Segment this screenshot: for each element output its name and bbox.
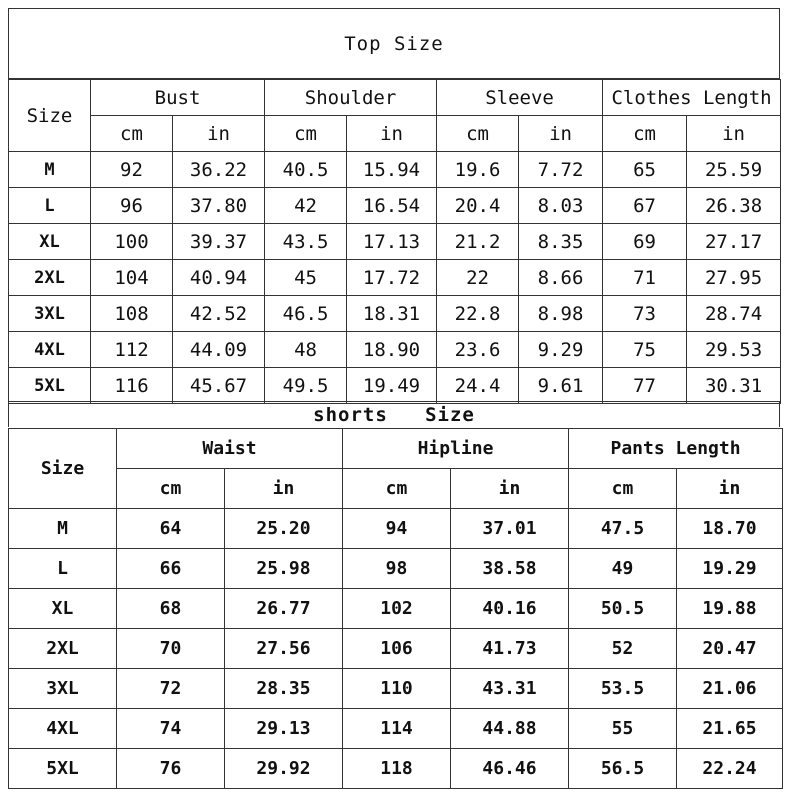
top-size-label: M [9,152,91,188]
top-cell: 8.03 [519,188,603,224]
top-cell: 43.5 [265,224,347,260]
top-cell: 108 [91,296,173,332]
top-group-bust: Bust [91,80,265,116]
shorts-group-pants-length: Pants Length [569,429,783,469]
top-size-label: 2XL [9,260,91,296]
shorts-size-label: L [9,549,117,589]
shorts-cell: 56.5 [569,749,677,789]
shorts-header-row [9,429,783,469]
shorts-cell: 21.65 [677,709,783,749]
top-size-title: Top Size [8,8,780,79]
top-cell: 8.35 [519,224,603,260]
top-cell: 73 [603,296,687,332]
top-cell: 67 [603,188,687,224]
top-cell: 20.4 [437,188,519,224]
top-cell: 92 [91,152,173,188]
shorts-cell: 20.47 [677,629,783,669]
shorts-cell: 25.98 [225,549,343,589]
top-size-table [8,79,781,404]
shorts-cell: 72 [117,669,225,709]
top-cell: 37.80 [173,188,265,224]
shorts-size-label: 5XL [9,749,117,789]
top-cell: 112 [91,332,173,368]
shorts-cell: 22.24 [677,749,783,789]
top-cell: 19.49 [347,368,437,404]
top-cell: 18.90 [347,332,437,368]
shorts-cell: 114 [343,709,451,749]
top-cell: 17.13 [347,224,437,260]
shorts-row [9,669,783,709]
shorts-size-title: shorts Size [8,401,780,427]
top-cell: 28.74 [687,296,781,332]
shorts-size-table [8,428,783,789]
top-cell: 22 [437,260,519,296]
top-row [9,296,781,332]
unit-header: cm [437,116,519,152]
shorts-cell: 64 [117,509,225,549]
shorts-cell: 41.73 [451,629,569,669]
unit-header: cm [265,116,347,152]
shorts-cell: 19.29 [677,549,783,589]
top-cell: 42.52 [173,296,265,332]
shorts-cell: 40.16 [451,589,569,629]
shorts-cell: 53.5 [569,669,677,709]
shorts-row [9,709,783,749]
top-cell: 30.31 [687,368,781,404]
unit-header: cm [117,469,225,509]
shorts-size-header: Size [9,429,117,509]
shorts-cell: 38.58 [451,549,569,589]
shorts-cell: 66 [117,549,225,589]
shorts-cell: 70 [117,629,225,669]
shorts-row [9,549,783,589]
unit-header: in [677,469,783,509]
unit-header: cm [343,469,451,509]
shorts-cell: 46.46 [451,749,569,789]
top-cell: 29.53 [687,332,781,368]
top-cell: 9.29 [519,332,603,368]
shorts-cell: 21.06 [677,669,783,709]
shorts-cell: 49 [569,549,677,589]
top-size-label: L [9,188,91,224]
top-group-shoulder: Shoulder [265,80,437,116]
top-size-label: 3XL [9,296,91,332]
shorts-cell: 110 [343,669,451,709]
top-row [9,188,781,224]
shorts-cell: 44.88 [451,709,569,749]
top-cell: 26.38 [687,188,781,224]
shorts-cell: 19.88 [677,589,783,629]
shorts-cell: 43.31 [451,669,569,709]
top-cell: 8.66 [519,260,603,296]
top-row [9,224,781,260]
top-cell: 46.5 [265,296,347,332]
shorts-group-hipline: Hipline [343,429,569,469]
top-size-body [9,80,781,404]
top-units-row [9,116,781,152]
shorts-cell: 50.5 [569,589,677,629]
shorts-size-body [9,429,783,789]
top-cell: 25.59 [687,152,781,188]
top-cell: 24.4 [437,368,519,404]
shorts-units-row [9,469,783,509]
shorts-row [9,749,783,789]
top-cell: 104 [91,260,173,296]
top-cell: 42 [265,188,347,224]
shorts-size-label: 3XL [9,669,117,709]
shorts-cell: 94 [343,509,451,549]
shorts-cell: 18.70 [677,509,783,549]
top-cell: 77 [603,368,687,404]
top-cell: 23.6 [437,332,519,368]
shorts-size-label: M [9,509,117,549]
top-cell: 48 [265,332,347,368]
shorts-cell: 27.56 [225,629,343,669]
top-cell: 45 [265,260,347,296]
top-cell: 65 [603,152,687,188]
unit-header: cm [603,116,687,152]
shorts-row [9,629,783,669]
shorts-cell: 102 [343,589,451,629]
top-cell: 18.31 [347,296,437,332]
top-cell: 15.94 [347,152,437,188]
shorts-row [9,509,783,549]
top-cell: 75 [603,332,687,368]
shorts-cell: 37.01 [451,509,569,549]
shorts-group-waist: Waist [117,429,343,469]
top-cell: 96 [91,188,173,224]
top-cell: 45.67 [173,368,265,404]
unit-header: in [687,116,781,152]
top-cell: 49.5 [265,368,347,404]
shorts-size-label: XL [9,589,117,629]
unit-header: cm [569,469,677,509]
top-row [9,152,781,188]
top-cell: 40.5 [265,152,347,188]
top-size-label: 5XL [9,368,91,404]
top-cell: 8.98 [519,296,603,332]
shorts-cell: 47.5 [569,509,677,549]
top-group-clothes-length: Clothes Length [603,80,781,116]
shorts-cell: 28.35 [225,669,343,709]
top-cell: 16.54 [347,188,437,224]
shorts-cell: 52 [569,629,677,669]
top-row [9,260,781,296]
shorts-cell: 74 [117,709,225,749]
top-cell: 7.72 [519,152,603,188]
top-size-label: 4XL [9,332,91,368]
unit-header: in [519,116,603,152]
top-cell: 44.09 [173,332,265,368]
unit-header: in [225,469,343,509]
shorts-cell: 26.77 [225,589,343,629]
top-cell: 39.37 [173,224,265,260]
top-cell: 17.72 [347,260,437,296]
unit-header: in [347,116,437,152]
unit-header: cm [91,116,173,152]
top-cell: 27.17 [687,224,781,260]
shorts-cell: 106 [343,629,451,669]
top-cell: 100 [91,224,173,260]
top-cell: 40.94 [173,260,265,296]
top-size-label: XL [9,224,91,260]
unit-header: in [451,469,569,509]
shorts-cell: 55 [569,709,677,749]
shorts-size-label: 2XL [9,629,117,669]
top-size-header: Size [9,80,91,152]
top-cell: 71 [603,260,687,296]
shorts-cell: 118 [343,749,451,789]
shorts-cell: 98 [343,549,451,589]
top-cell: 69 [603,224,687,260]
top-header-row [9,80,781,116]
top-cell: 19.6 [437,152,519,188]
shorts-size-label: 4XL [9,709,117,749]
shorts-cell: 29.13 [225,709,343,749]
shorts-cell: 29.92 [225,749,343,789]
top-cell: 36.22 [173,152,265,188]
shorts-cell: 76 [117,749,225,789]
top-row [9,332,781,368]
top-cell: 22.8 [437,296,519,332]
top-cell: 9.61 [519,368,603,404]
unit-header: in [173,116,265,152]
top-cell: 116 [91,368,173,404]
shorts-cell: 68 [117,589,225,629]
shorts-row [9,589,783,629]
top-group-sleeve: Sleeve [437,80,603,116]
top-cell: 27.95 [687,260,781,296]
top-cell: 21.2 [437,224,519,260]
shorts-cell: 25.20 [225,509,343,549]
top-row [9,368,781,404]
